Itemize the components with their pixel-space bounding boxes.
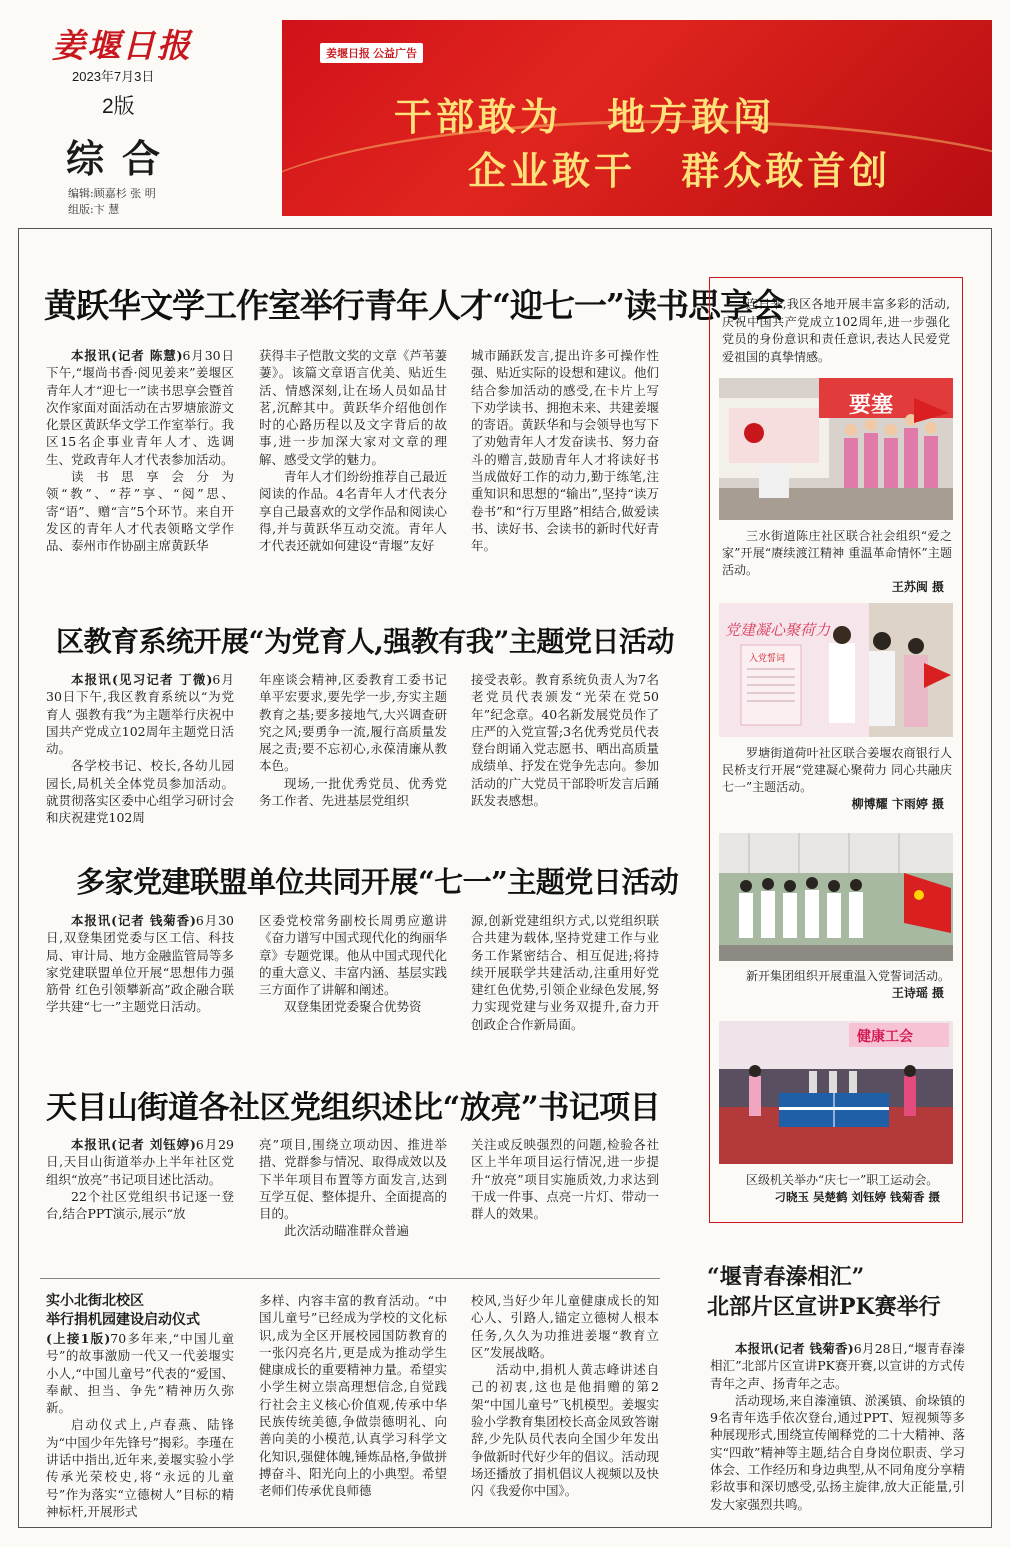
paragraph: 校风,当好少年儿童健康成长的知心人、引路人,锚定立德树人根本任务,久久为功推进姜堰“教育立区”发展战略。 [471,1293,659,1360]
issue-date: 2023年7月3日 [72,69,155,84]
photo-2-sign: 党建凝心聚荷力 [725,621,831,639]
paragraph: 获得丰子恺散文奖的文章《芦苇萋萋》。该篇文章语言优美、贴近生活、情感深刻,让在场人员如品甘茗,沉醉其中。黄跃华介绍他创作时的心路历程以及文字背后的故事,进一步加深大家对文章的理解、感受文学的魅力。 [259,348,447,467]
photo-4 [719,1021,953,1164]
ad-slogan-line1: 干部敢为 地方敢闯 [394,94,776,139]
paragraph: 本报讯(记者 钱菊香)6月28日,“堰青春溱相汇”北部片区宣讲PK赛开赛,以宣讲的方式传青年之声、扬青年之志。 [710,1341,965,1391]
paragraph: 接受表彰。教育系统负责人为7名老党员代表颁发“光荣在党50年”纪念章。40名新发展党员作了庄严的入党宣誓;3名优秀党员代表登台朗诵入党志愿书、晒出高质量成绩单、抒发在党争先志向。参加活动的广大党员干部聆听发言后踊跃发表感想。 [471,672,659,809]
sub-article-col-1 [46,1330,234,1520]
editors-line: 编辑:顾嘉杉 张 明 [68,187,156,200]
paragraph: 本报讯(见习记者 丁微)6月30日下午,我区教育系统以“为党育人 强教有我”为主题举行庆祝中国共产党成立102周年主题党日活动。 [46,672,234,757]
article-4-headline: 天目山街道各社区党组织述比“放亮”书记项目 [46,1090,661,1126]
paragraph: 本报讯(记者 钱菊香)6月30日,双登集团党委与区工信、科技局、审计局、地方金融监管局等多家党建联盟单位开展“思想伟力强筋骨 红色引领攀新高”政企融合联学共建“七一”主题党日活动。 [46,913,235,1015]
photo-2-board: 入党誓词 [749,654,786,664]
editors-credit [68,186,156,218]
paragraph: 活动现场,来自溱潼镇、淤溪镇、俞垛镇的9名青年选手依次登台,通过PPT、短视频等多种展现形式,围绕宣传阐释党的二十大精神、落实“四敢”精神等主题,结合自身岗位职责、学习体会、工作经历和身边典型,从不同角度分享精彩故事和深切感受,弘扬主旋律,放大正能量,引发大家强烈共鸣。 [710,1392,965,1512]
right-rule [991,228,992,1528]
article-3-headline: 多家党建联盟单位共同开展“七一”主题党日活动 [76,865,679,899]
paragraph: 现场,一批优秀党员、优秀党务工作者、先进基层党组织 [259,775,447,809]
left-rule [18,228,19,1528]
photo-2-credit: 柳博耀 卞雨婷 摄 [851,797,944,811]
pk-article-title [707,1262,941,1322]
photo-2-caption [722,745,952,813]
paragraph: 源,创新党建组织方式,以党组织联合共建为载体,坚持党建工作与业务工作紧密结合、相互促进;将持续开展联学共建活动,注重用好党建红色优势,引领企业绿色发展,努力实现党建与业务双提升,奋力开创政企合作新局面。 [471,913,659,1032]
sub-article-col-3 [471,1292,659,1500]
sub-article-col-2 [259,1292,447,1500]
sub-article-title-line2: 举行捐机园建设启动仪式 [46,1312,200,1328]
pk-article-title-line1: “堰青春溱相汇” [707,1264,865,1290]
photo-1-caption-text: 三水街道陈庄社区联合社会组织“爱之家”开展“赓续渡江精神 重温革命情怀”主题活动。 [722,529,952,577]
sub-article-title [46,1292,200,1330]
paragraph: 青年人才们纷纷推荐自己最近阅读的作品。4名青年人才代表分享自己最喜欢的文学作品和阅读心得,并与黄跃华互动交流。青年人才代表还就如何建设“青堰”友好 [259,469,447,554]
sub-article-rule [40,1278,660,1279]
photo-2 [719,603,953,737]
article-3-col-3 [471,912,659,1033]
bottom-rule [18,1527,992,1528]
photo-1-image [719,378,953,520]
photo-3-image [719,833,953,961]
photo-2-image [719,603,953,737]
paragraph: 城市踊跃发言,提出许多可操作性强、贴近实际的设想和建议。他们结合参加活动的感受,在卡片上写下劝学读书、拥抱未来、共建姜堰的寄语。黄跃华和与会领导也写下了劝勉青年人才发奋读书、努力奋斗的赠言,鼓励青年人才将读好书当成做好工作的动力,勤于练笔,注重知识和思想的“输出”,坚持“读万卷书”和“行万里路”相结合,做爱读书、读好书、会读书的新时代好青年。 [471,348,659,554]
ad-tag-logo: 姜堰日报 [326,48,370,60]
continuation-marker: (上接1版) [46,1331,111,1346]
byline: 本报讯(见习记者 丁微) [71,672,213,687]
byline: 本报讯(记者 钱菊香) [71,913,196,928]
article-3-col-1 [46,912,234,1016]
article-1-col-1 [46,347,234,555]
paragraph: 本报讯(记者 陈慧)6月30日下午,“堰尚书香·阅见姜来”姜堰区青年人才“迎七一”读书思享会暨首次作家面对面活动在古罗塘旅游文化景区黄跃华文学工作室举行。我区15名企事业青年人才、选调生、党政青年人才代表参加活动。 [46,348,235,467]
byline: 本报讯(记者 刘钰婷) [71,1137,196,1152]
photo-4-credit: 刁晓玉 吴楚鹤 刘钰婷 钱菊香 摄 [774,1190,940,1204]
photo-4-caption [722,1172,952,1206]
article-1-col-3 [471,347,659,555]
page-number: 2版 [102,95,135,118]
public-service-ad [282,20,992,216]
photo-4-image [719,1021,953,1164]
photo-2-caption-text: 罗塘街道荷叶社区联合姜堰农商银行人民桥支行开展“党建凝心聚荷力 同心共融庆七一”主题活动。 [722,746,952,794]
paragraph: 关注或反映强烈的问题,检验各社区上半年项目运行情况,进一步提升“放亮”项目实施质效,力求达到干成一件事、点亮一片灯、带动一群人的效果。 [471,1137,659,1222]
newspaper-logo: 姜堰日报 [52,26,192,65]
paragraph: 本报讯(记者 刘钰婷)6月29日,天目山街道举办上半年社区党组织“放亮”书记项目述比活动。 [46,1137,235,1187]
ad-tag [320,43,423,63]
article-3-col-2 [259,912,447,1016]
photo-1-caption [722,528,952,596]
photo-sidebar [709,277,963,1223]
paragraph: 此次活动瞄准群众普遍 [284,1223,410,1239]
article-2-col-1 [46,671,234,827]
byline: 本报讯(记者 陈慧) [71,348,183,363]
ad-slogan-line2: 企业敢干 群众敢首创 [468,148,892,193]
paragraph: 活动中,捐机人黄志峰讲述自己的初衷,这也是他捐赠的第2架“中国儿童号”飞机模型。姜堰实验小学教育集团校长高金凤致答谢辞,少先队员代表向全国少年发出争做新时代好少年的倡议。活动现场还播放了捐机倡议人视频以及快闪《我爱你中国》。 [471,1362,659,1499]
paragraph: 双登集团党委聚合优势资 [284,999,422,1015]
photo-3-caption [722,968,952,1002]
ad-tag-label: 公益广告 [373,48,418,60]
paragraph: (上接1版)70多年来,“中国儿童号”的故事激励一代又一代姜堰实小人,“中国儿童号”代表的“爱国、奉献、担当、争先”精神历久弥新。 [46,1331,234,1416]
photo-3 [719,833,953,961]
article-2-headline: 区教育系统开展“为党育人,强教有我”主题党日活动 [56,625,674,658]
paragraph: 22个社区党组织书记逐一登台,结合PPT演示,展示“放 [46,1188,234,1222]
paragraph: 年座谈会精神,区委教育工委书记单平宏要求,要先学一步,夯实主题教育之基;要多接地气,大兴调查研究之风;要勇争一流,履行高质量发展之责;要不忘初心,永葆清廉从教本色。 [259,672,447,774]
article-4-col-3 [471,1136,659,1222]
photo-3-credit: 王诗瑶 摄 [891,986,944,1000]
sidebar-intro: 连日来,我区各地开展丰富多彩的活动,庆祝中国共产党成立102周年,进一步强化党员的身份意识和责任意识,表达人民爱党爱祖国的真挚情感。 [722,297,950,364]
photo-1 [719,378,953,520]
section-title: 综合 [66,136,179,181]
pk-article-title-line2: 北部片区宣讲PK赛举行 [707,1294,941,1320]
article-4-col-2 [259,1136,447,1240]
top-rule [18,228,992,229]
photo-4-caption-text: 区级机关举办“庆七一”职工运动会。 [746,1173,939,1187]
article-1-headline: 黄跃华文学工作室举行青年人才“迎七一”读书思享会 [44,286,784,325]
paragraph: 读书思享会分为领“教”、“荐”享、“阅”思、寄“语”、赠“言”5个环节。来自开发区的青年人才代表领略文学作品、泰州市作协副主席黄跃华 [46,469,234,554]
paragraph: 区委党校常务副校长周勇应邀讲《奋力谱写中国式现代化的绚丽华章》专题党课。他从中国式现代化的重大意义、丰富内涵、基层实践三方面作了讲解和阐述。 [259,913,447,998]
article-4-col-1 [46,1136,234,1222]
photo-1-sign: 要塞 [849,393,894,418]
layout-line: 组版:卞 慧 [68,203,120,216]
article-2-col-3 [471,671,659,809]
article-2-col-2 [259,671,447,809]
photo-1-credit: 王苏闽 摄 [891,580,944,594]
byline: 本报讯(记者 钱菊香) [735,1341,854,1356]
article-1-col-2 [259,347,447,555]
paragraph: 亮”项目,围绕立项动因、推进举措、党群参与情况、取得成效以及下半年项目布置等方面发言,达到互学互促、整体提升、全面提高的目的。 [259,1137,447,1222]
paragraph: 多样、内容丰富的教育活动。“中国儿童号”已经成为学校的文化标识,成为全区开展校园国防教育的一张闪亮名片,更是成为推动学生健康成长的重要精神力量。希望实小学生树立崇高理想信念,自觉践行社会主义核心价值观,传承中华民族传统美德,争做崇德明礼、向善向美的小模范,认真学习科学文化知识,强健体魄,锤炼品格,争做拼搏奋斗、阳光向上的小典型。希望老师们传承优良师德 [259,1293,447,1499]
paragraph: 启动仪式上,卢春燕、陆锋为“中国少年先锋号”揭彩。李瑾在讲话中指出,近年来,姜堰实验小学传承光荣校史,将“永远的儿童号”作为落实“立德树人”目标的精神标杆,开展形式 [46,1417,234,1519]
pk-article-body [710,1340,965,1513]
photo-4-sign: 健康工会 [857,1029,913,1045]
photo-3-caption-text: 新开集团组织开展重温入党誓词活动。 [746,969,951,983]
paragraph: 各学校书记、校长,各幼儿园园长,局机关全体党员参加活动。就贯彻落实区委中心组学习研讨会和庆祝建党102周 [46,758,234,826]
sub-article-title-line1: 实小北街北校区 [46,1293,144,1309]
